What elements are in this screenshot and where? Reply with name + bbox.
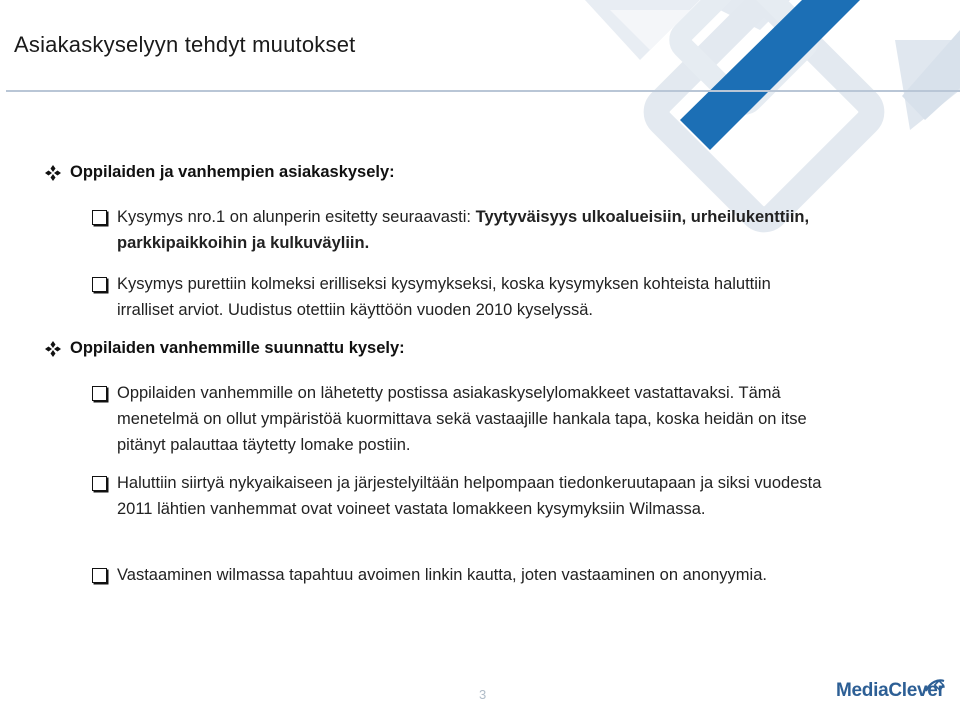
list-item	[92, 271, 822, 323]
checkbox-icon	[92, 210, 107, 225]
logo: MediaClever	[836, 680, 945, 701]
checkbox-icon	[92, 568, 107, 583]
four-diamond-icon	[44, 340, 62, 358]
page-title: Asiakaskyselyyn tehdyt muutokset	[14, 32, 356, 57]
list-item-text: Vastaaminen wilmassa tapahtuu avoimen linkin kautta, joten vastaaminen on anonyymia.	[117, 566, 767, 584]
list-item	[92, 204, 822, 256]
list-item	[92, 470, 822, 522]
list-item-text: Kysymys purettiin kolmeksi erilliseksi kysymykseksi, koska kysymyksen kohteista haluttiin irralliset arviot. Uudistus otettiin käyttöön vuoden 2010 kyselyssä.	[117, 275, 771, 319]
four-diamond-icon	[44, 164, 62, 182]
list-item	[92, 562, 822, 588]
list-item-text: Haluttiin siirtyä nykyaikaiseen ja järjestelyiltään helpompaan tiedonkeruutapaan ja siksi vuodesta 2011 lähtien vanhemmat ovat voineet vastata lomakkeen kysymyksiin Wilmassa.	[117, 474, 822, 518]
checkbox-icon	[92, 476, 107, 491]
list-item-text: Oppilaiden vanhemmille on lähetetty postissa asiakaskyselylomakkeet vastattavaksi. Tämä menetelmä on ollut ympäristöä kuormittava sekä vastaajille hankala tapa, koska heidän on itse pitänyt palauttaa täytetty lomake postiin.	[117, 384, 807, 454]
checkbox-icon	[92, 277, 107, 292]
title-divider	[6, 90, 960, 92]
list-item	[92, 380, 822, 458]
list-item-text: Kysymys nro.1 on alunperin esitetty seuraavasti: Tyytyväisyys ulkoalueisiin, urheilukenttiin, parkkipaikkoihin ja kulkuväyliin.	[117, 208, 810, 252]
section-heading-text: Oppilaiden vanhemmille suunnattu kysely:	[70, 339, 405, 357]
section-heading-text: Oppilaiden ja vanhempien asiakaskysely:	[70, 163, 395, 181]
swoosh-icon	[924, 678, 946, 694]
checkbox-icon	[92, 386, 107, 401]
section-heading-parents	[44, 339, 405, 358]
section-heading-students-parents	[44, 163, 395, 182]
page-number: 3	[479, 687, 487, 702]
